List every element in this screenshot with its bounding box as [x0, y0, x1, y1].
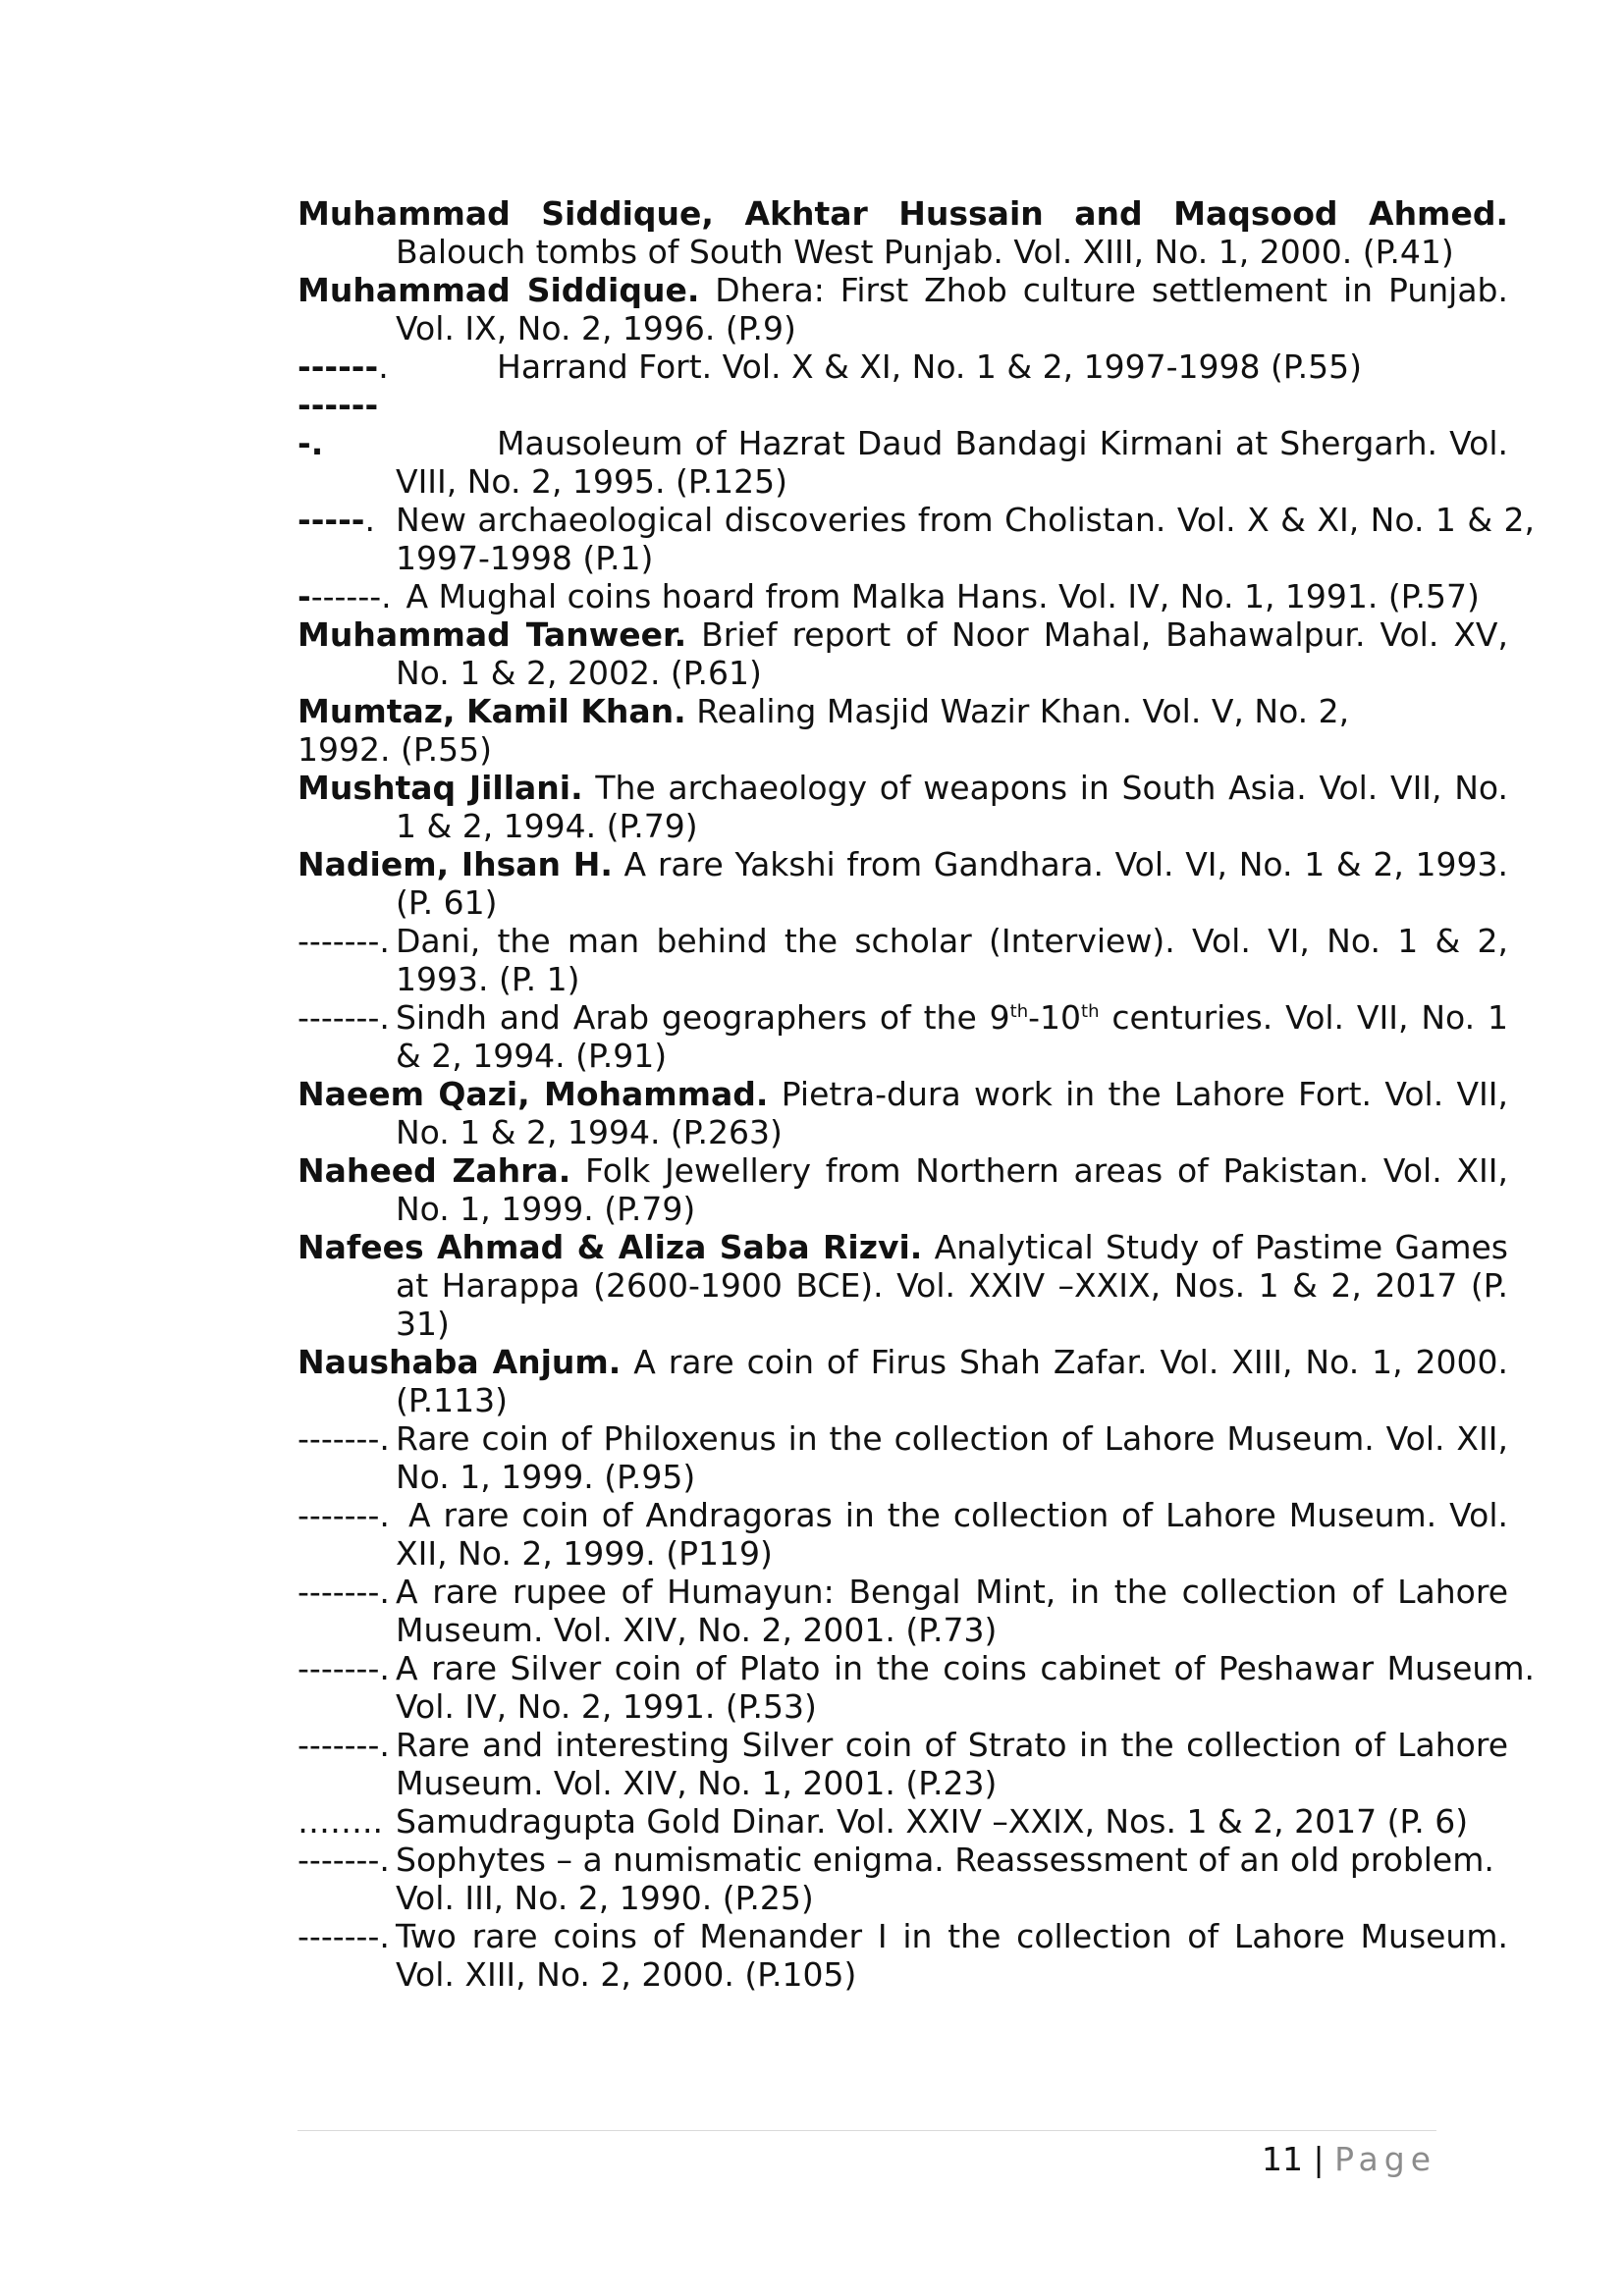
- entry-citation: Samudragupta Gold Dinar. Vol. XXIV –XXIX, Nos. 1 & 2, 2017 (P. 6): [396, 1802, 1469, 1841]
- ditto-dash: -------.: [298, 577, 392, 615]
- ditto-dash: -------.: [298, 998, 390, 1037]
- entry-citation: A rare coin of Andragoras in the collection of Lahore Museum. Vol. XII, No. 2, 1999. (P119): [396, 1496, 1508, 1573]
- bibliography-entry: [298, 1228, 1508, 1343]
- bibliography-entry: [298, 1496, 1508, 1573]
- page-footer: [1262, 2140, 1436, 2179]
- ditto-dash: -----.: [298, 501, 375, 539]
- entry-author: Naushaba Anjum.: [298, 1343, 622, 1381]
- bibliography-entry: [298, 1917, 1508, 1994]
- bibliography-entry: [298, 769, 1508, 845]
- bibliography-entry: [298, 615, 1508, 692]
- bibliography-entry: [298, 845, 1508, 922]
- entry-citation: A rare Silver coin of Plato in the coins cabinet of Peshawar Museum. Vol. IV, No. 2, 1991. (P.53): [396, 1649, 1535, 1726]
- entry-citation: Realing Masjid Wazir Khan. Vol. V, No. 2, 1992. (P.55): [298, 692, 1350, 769]
- ditto-dash: -------.: [298, 1917, 390, 1955]
- entry-citation: Sophytes – a numismatic enigma. Reassessment of an old problem. Vol. III, No. 2, 1990. (P.25): [396, 1841, 1494, 1917]
- bibliography-list: [298, 194, 1535, 1994]
- ditto-dash: -------.: [298, 1419, 390, 1458]
- entry-citation: New archaeological discoveries from Cholistan. Vol. X & XI, No. 1 & 2, 1997-1998 (P.1): [396, 501, 1535, 577]
- bibliography-entry: [298, 577, 1535, 615]
- entry-citation: A Mughal coins hoard from Malka Hans. Vol. IV, No. 1, 1991. (P.57): [396, 577, 1480, 615]
- bibliography-entry: [298, 194, 1508, 271]
- bibliography-entry: [298, 692, 1410, 769]
- page-label: Page: [1334, 2140, 1436, 2178]
- entry-citation: Analytical Study of Pastime Games at Harappa (2600-1900 BCE). Vol. XXIV –XXIX, Nos. 1 & 2, 2017 (P. 31): [396, 1228, 1508, 1343]
- ditto-dash: -------.: [298, 1496, 390, 1534]
- entry-citation: A rare rupee of Humayun: Bengal Mint, in the collection of Lahore Museum. Vol. XIV, No. 2, 2001. (P.73): [396, 1573, 1508, 1649]
- bibliography-entry: [298, 1726, 1508, 1802]
- page-separator: |: [1303, 2140, 1335, 2178]
- bibliography-entry: [298, 501, 1535, 577]
- entry-citation: Brief report of Noor Mahal, Bahawalpur. Vol. XV, No. 1 & 2, 2002. (P.61): [396, 615, 1508, 692]
- entry-author: Muhammad Siddique.: [298, 271, 700, 309]
- bibliography-entry: [298, 1343, 1508, 1419]
- entry-citation: Pietra-dura work in the Lahore Fort. Vol. VII, No. 1 & 2, 1994. (P.263): [396, 1075, 1508, 1151]
- entry-citation: A rare coin of Firus Shah Zafar. Vol. XIII, No. 1, 2000. (P.113): [396, 1343, 1508, 1419]
- bibliography-entry: [298, 386, 1508, 501]
- bibliography-entry: [298, 271, 1508, 347]
- entry-citation: Sindh and Arab geographers of the 9th-10th centuries. Vol. VII, No. 1 & 2, 1994. (P.91): [396, 998, 1508, 1075]
- entry-citation: Mausoleum of Hazrat Daud Bandagi Kirmani at Shergarh. Vol. VIII, No. 2, 1995. (P.125): [396, 424, 1508, 501]
- ditto-dash: -------.: [298, 1649, 390, 1687]
- bibliography-entry: [298, 1649, 1535, 1726]
- page-number: 11: [1262, 2140, 1303, 2178]
- entry-citation: Rare and interesting Silver coin of Strato in the collection of Lahore Museum. Vol. XIV, No. 1, 2001. (P.23): [396, 1726, 1508, 1802]
- entry-citation: A rare Yakshi from Gandhara. Vol. VI, No. 1 & 2, 1993. (P. 61): [396, 845, 1508, 922]
- entry-citation: Balouch tombs of South West Punjab. Vol. XIII, No. 1, 2000. (P.41): [396, 233, 1454, 271]
- entry-author: Muhammad Siddique, Akhtar Hussain and Maqsood Ahmed.: [298, 194, 1508, 233]
- entry-citation: Two rare coins of Menander I in the collection of Lahore Museum. Vol. XIII, No. 2, 2000. (P.105): [396, 1917, 1508, 1994]
- entry-author: Naheed Zahra.: [298, 1151, 571, 1190]
- bibliography-entry: [298, 1802, 1508, 1841]
- entry-author: Naeem Qazi, Mohammad.: [298, 1075, 769, 1113]
- entry-author: Nadiem, Ihsan H.: [298, 845, 613, 883]
- bibliography-entry: [298, 1841, 1508, 1917]
- bibliography-entry: [298, 1075, 1508, 1151]
- ditto-dash: -------.: [298, 1573, 390, 1611]
- entry-author: Mumtaz, Kamil Khan.: [298, 692, 686, 730]
- entry-author: Nafees Ahmad & Aliza Saba Rizvi.: [298, 1228, 923, 1266]
- footer-divider: [298, 2130, 1436, 2131]
- bibliography-entry: [298, 1573, 1508, 1649]
- entry-citation: Folk Jewellery from Northern areas of Pakistan. Vol. XII, No. 1, 1999. (P.79): [396, 1151, 1508, 1228]
- entry-citation: The archaeology of weapons in South Asia. Vol. VII, No. 1 & 2, 1994. (P.79): [396, 769, 1508, 845]
- bibliography-entry: [298, 922, 1508, 998]
- ditto-dots: ……..: [298, 1802, 383, 1841]
- entry-citation: Rare coin of Philoxenus in the collection of Lahore Museum. Vol. XII, No. 1, 1999. (P.95): [396, 1419, 1508, 1496]
- entry-citation: Dani, the man behind the scholar (Interview). Vol. VI, No. 1 & 2, 1993. (P. 1): [396, 922, 1508, 998]
- entry-author: Mushtaq Jillani.: [298, 769, 583, 807]
- ditto-dash: -------.: [298, 922, 390, 960]
- ditto-dash: -------.: [298, 1841, 390, 1879]
- entry-citation: Dhera: First Zhob culture settlement in Punjab. Vol. IX, No. 2, 1996. (P.9): [396, 271, 1508, 347]
- bibliography-entry: [298, 1419, 1508, 1496]
- entry-citation: Harrand Fort. Vol. X & XI, No. 1 & 2, 1997-1998 (P.55): [497, 347, 1362, 386]
- bibliography-entry: [298, 347, 1508, 386]
- entry-author: Muhammad Tanweer.: [298, 615, 687, 654]
- ditto-dash: -------.: [298, 386, 379, 462]
- ditto-dash: ------.: [298, 347, 389, 386]
- bibliography-entry: [298, 1151, 1508, 1228]
- bibliography-entry: [298, 998, 1508, 1075]
- ditto-dash: -------.: [298, 1726, 390, 1764]
